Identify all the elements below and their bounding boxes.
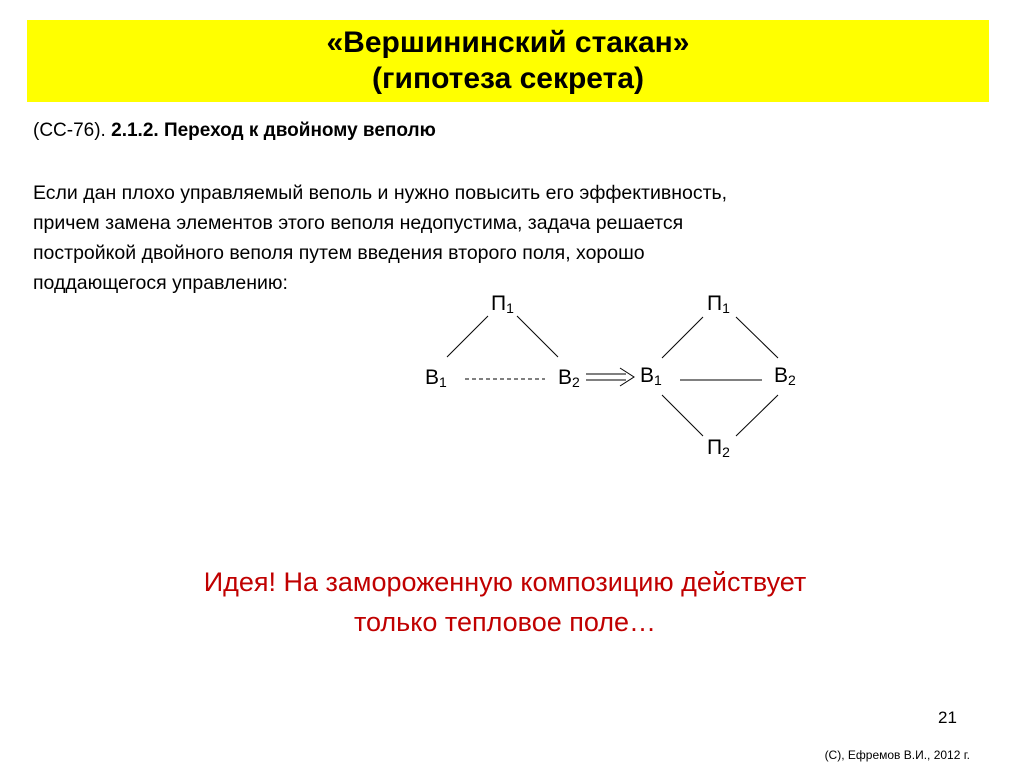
paragraph-line: постройкой двойного веполя путем введения второго поля, хорошо (33, 242, 645, 264)
section-heading (33, 120, 436, 142)
right-field-p2: $П_2$ (707, 436, 730, 460)
section-title: 2.1.2. Переход к двойному веполю (111, 120, 436, 141)
left-substance-b1: $В_1$ (425, 366, 447, 390)
title-banner (27, 20, 989, 102)
right-link-b1-p1 (662, 317, 703, 358)
right-link-p1-b2 (736, 317, 778, 358)
description-paragraph (33, 178, 953, 298)
left-field-p1: $П_1$ (491, 292, 514, 316)
slide-title: «Вершининский стакан» (326, 26, 690, 59)
transition-arrow (586, 368, 634, 386)
right-substance-b2: $В_2$ (774, 364, 796, 388)
paragraph-line: Если дан плохо управляемый веполь и нужно повысить его эффективность, (33, 182, 728, 204)
left-link-p1-b2 (517, 316, 558, 357)
page-number: 21 (938, 708, 957, 727)
right-link-p2-b2 (736, 395, 778, 436)
paragraph-line: поддающегося управлению: (33, 272, 288, 294)
paragraph-line: причем замена элементов этого веполя недопустима, задача решается (33, 212, 684, 234)
left-link-b1-p1 (447, 316, 488, 357)
left-substance-b2: $В_2$ (558, 366, 580, 390)
source-reference: (СС-76). (33, 120, 106, 141)
copyright-notice: (С), Ефремов В.И., 2012 г. (824, 748, 970, 762)
idea-line: только тепловое поле… (353, 607, 657, 637)
right-substance-b1: $В_1$ (640, 364, 662, 388)
slide-subtitle: (гипотеза секрета) (372, 62, 644, 95)
right-link-b1-p2 (662, 395, 703, 436)
right-field-p1: $П_1$ (707, 292, 730, 316)
idea-line: Идея! На замороженную композицию действует (203, 567, 807, 597)
idea-statement (0, 562, 1010, 642)
